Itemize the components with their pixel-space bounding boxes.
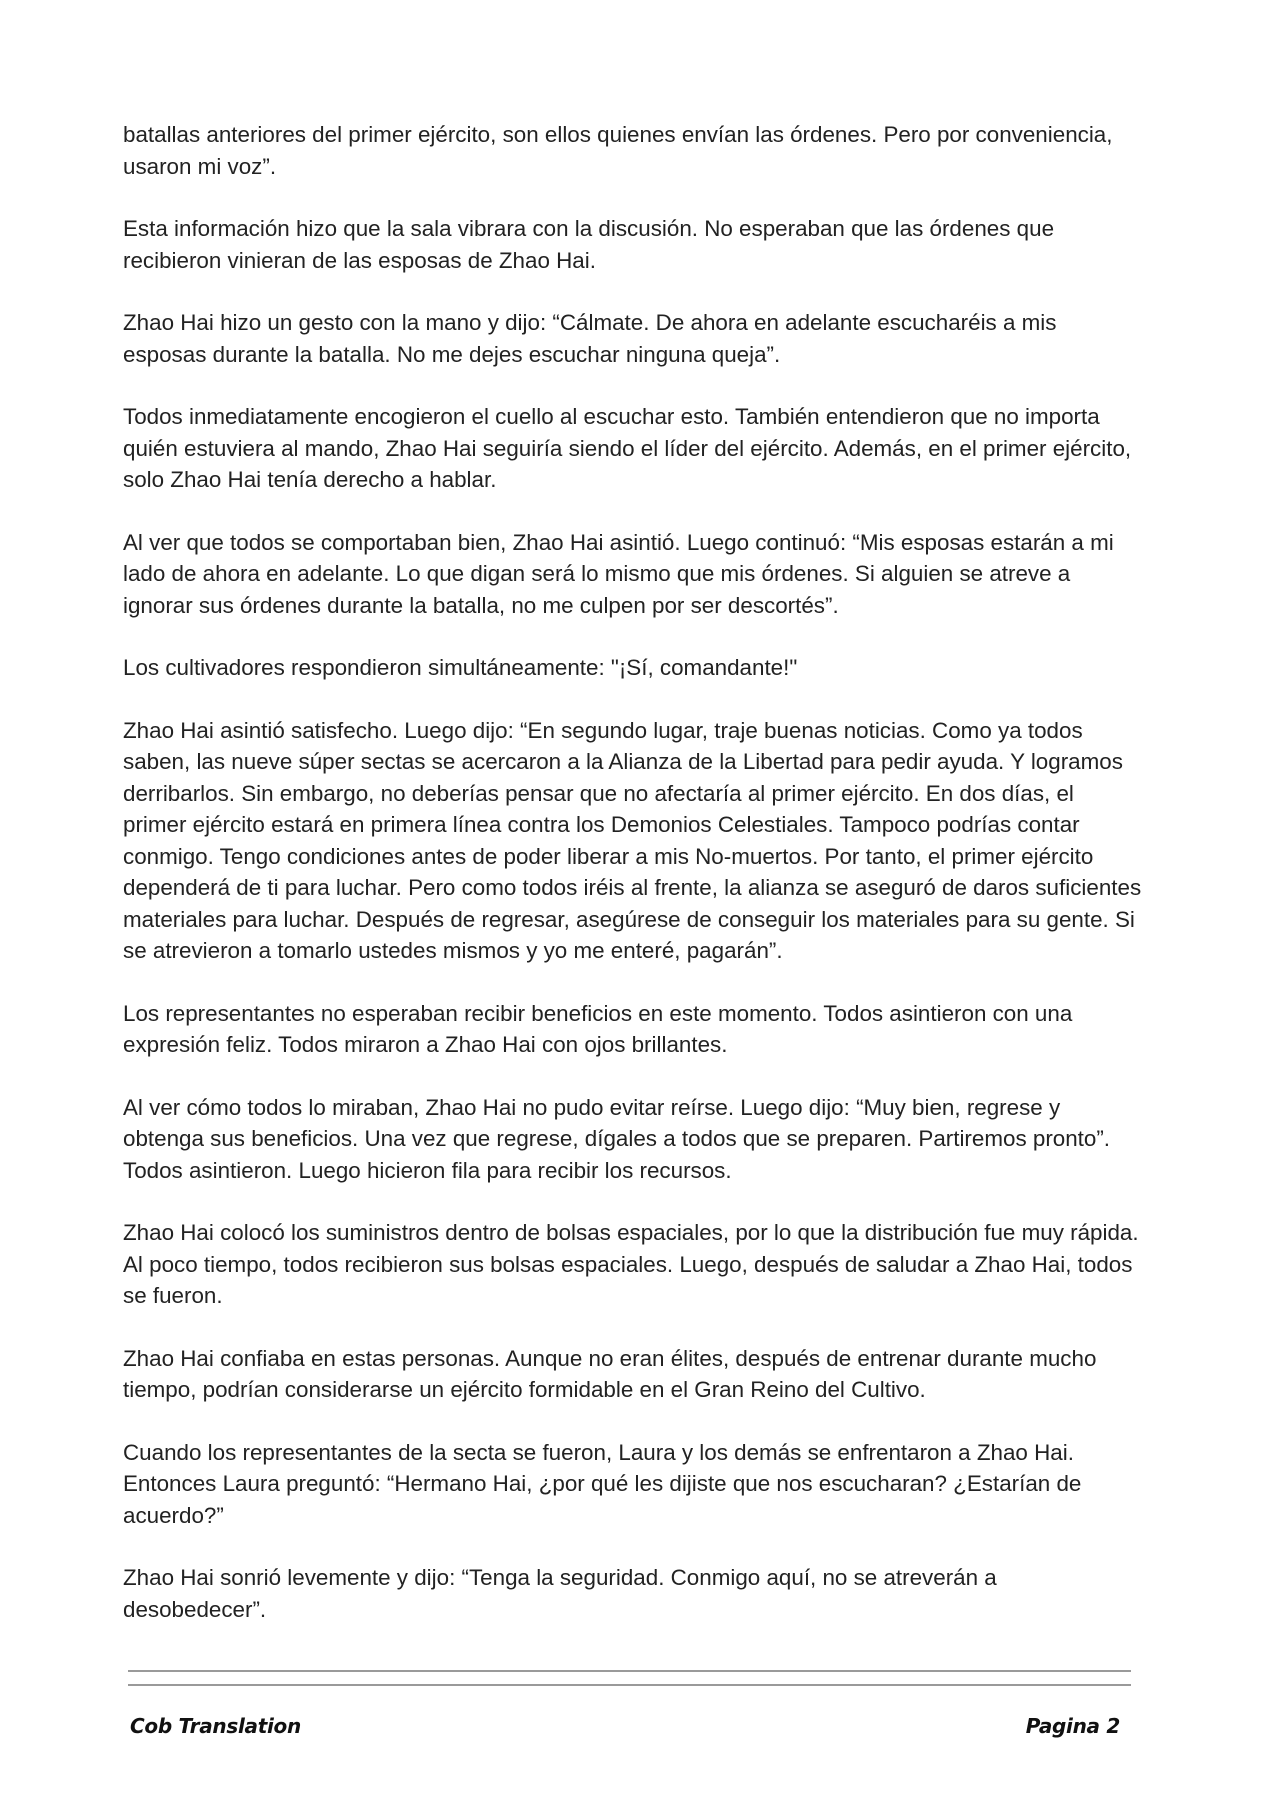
paragraph: Al ver que todos se comportaban bien, Zhao Hai asintió. Luego continuó: “Mis esposas estarán a mi lado de ahora en adelante. Lo que digan será lo mismo que mis órdenes. Si alguien se atreve a ignorar sus órdenes durante la batalla, no me culpen por ser descortés”.	[123, 529, 1114, 618]
paragraph: Al ver cómo todos lo miraban, Zhao Hai no pudo evitar reírse. Luego dijo: “Muy bien, regrese y obtenga sus beneficios. Una vez que regrese, dígales a todos que se preparen. Partiremos pronto”. Todos asintieron. Luego hicieron fila para recibir los recursos.	[123, 1094, 1111, 1183]
paragraph: Zhao Hai sonrió levemente y dijo: “Tenga la seguridad. Conmigo aquí, no se atreverán a desobedecer”.	[123, 1565, 997, 1622]
paragraph: Zhao Hai confiaba en estas personas. Aunque no eran élites, después de entrenar durante mucho tiempo, podrían considerarse un ejército formidable en el Gran Reino del Cultivo.	[123, 1345, 1097, 1402]
paragraph: batallas anteriores del primer ejército, son ellos quienes envían las órdenes. Pero por conveniencia, usaron mi voz”.	[123, 122, 1113, 179]
paragraph: Zhao Hai hizo un gesto con la mano y dijo: “Cálmate. De ahora en adelante escucharéis a mis esposas durante la batalla. No me dejes escuchar ninguna queja”.	[123, 310, 1057, 367]
paragraph: Los representantes no esperaban recibir beneficios en este momento. Todos asintieron con una expresión feliz. Todos miraron a Zhao Hai con ojos brillantes.	[123, 1000, 1073, 1057]
footer-divider-top	[128, 1670, 1131, 1672]
paragraph: Todos inmediatamente encogieron el cuello al escuchar esto. También entendieron que no importa quién estuviera al mando, Zhao Hai seguiría siendo el líder del ejército. Además, en el primer ejército, solo Zhao Hai tenía derecho a hablar.	[123, 404, 1132, 492]
footer-page-number: Pagina 2	[1025, 1714, 1120, 1738]
paragraph: Zhao Hai colocó los suministros dentro de bolsas espaciales, por lo que la distribución fue muy rápida. Al poco tiempo, todos recibieron sus bolsas espaciales. Luego, después de saludar a Zhao Hai, todos se fueron.	[123, 1220, 1139, 1308]
document-body	[123, 119, 1143, 1656]
paragraph: Zhao Hai asintió satisfecho. Luego dijo: “En segundo lugar, traje buenas noticias. Como ya todos saben, las nueve súper sectas se acercaron a la Alianza de la Libertad para pedir ayuda. Y logramos derribarlos. Sin embargo, no deberías pensar que no afectaría al primer ejército. En dos días, el primer ejército estará en primera línea contra los Demonios Celestiales. Tampoco podrías contar conmigo. Tengo condiciones antes de poder liberar a mis No-muertos. Por tanto, el primer ejército dependerá de ti para luchar. Pero como todos iréis al frente, la alianza se aseguró de daros suficientes materiales para luchar. Después de regresar, asegúrese de conseguir los materiales para su gente. Si se atrevieron a tomarlo ustedes mismos y yo me enteré, pagarán”.	[123, 717, 1142, 963]
footer-divider-bottom	[128, 1684, 1131, 1686]
footer-translator-credit: Cob Translation	[130, 1714, 301, 1738]
paragraph: Esta información hizo que la sala vibrara con la discusión. No esperaban que las órdenes que recibieron vinieran de las esposas de Zhao Hai.	[123, 216, 1055, 273]
paragraph: Cuando los representantes de la secta se fueron, Laura y los demás se enfrentaron a Zhao Hai. Entonces Laura preguntó: “Hermano Hai, ¿por qué les dijiste que nos escucharan? ¿Estarían de acuerdo?”	[123, 1439, 1082, 1528]
paragraph: Los cultivadores respondieron simultáneamente: "¡Sí, comandante!"	[123, 655, 798, 680]
